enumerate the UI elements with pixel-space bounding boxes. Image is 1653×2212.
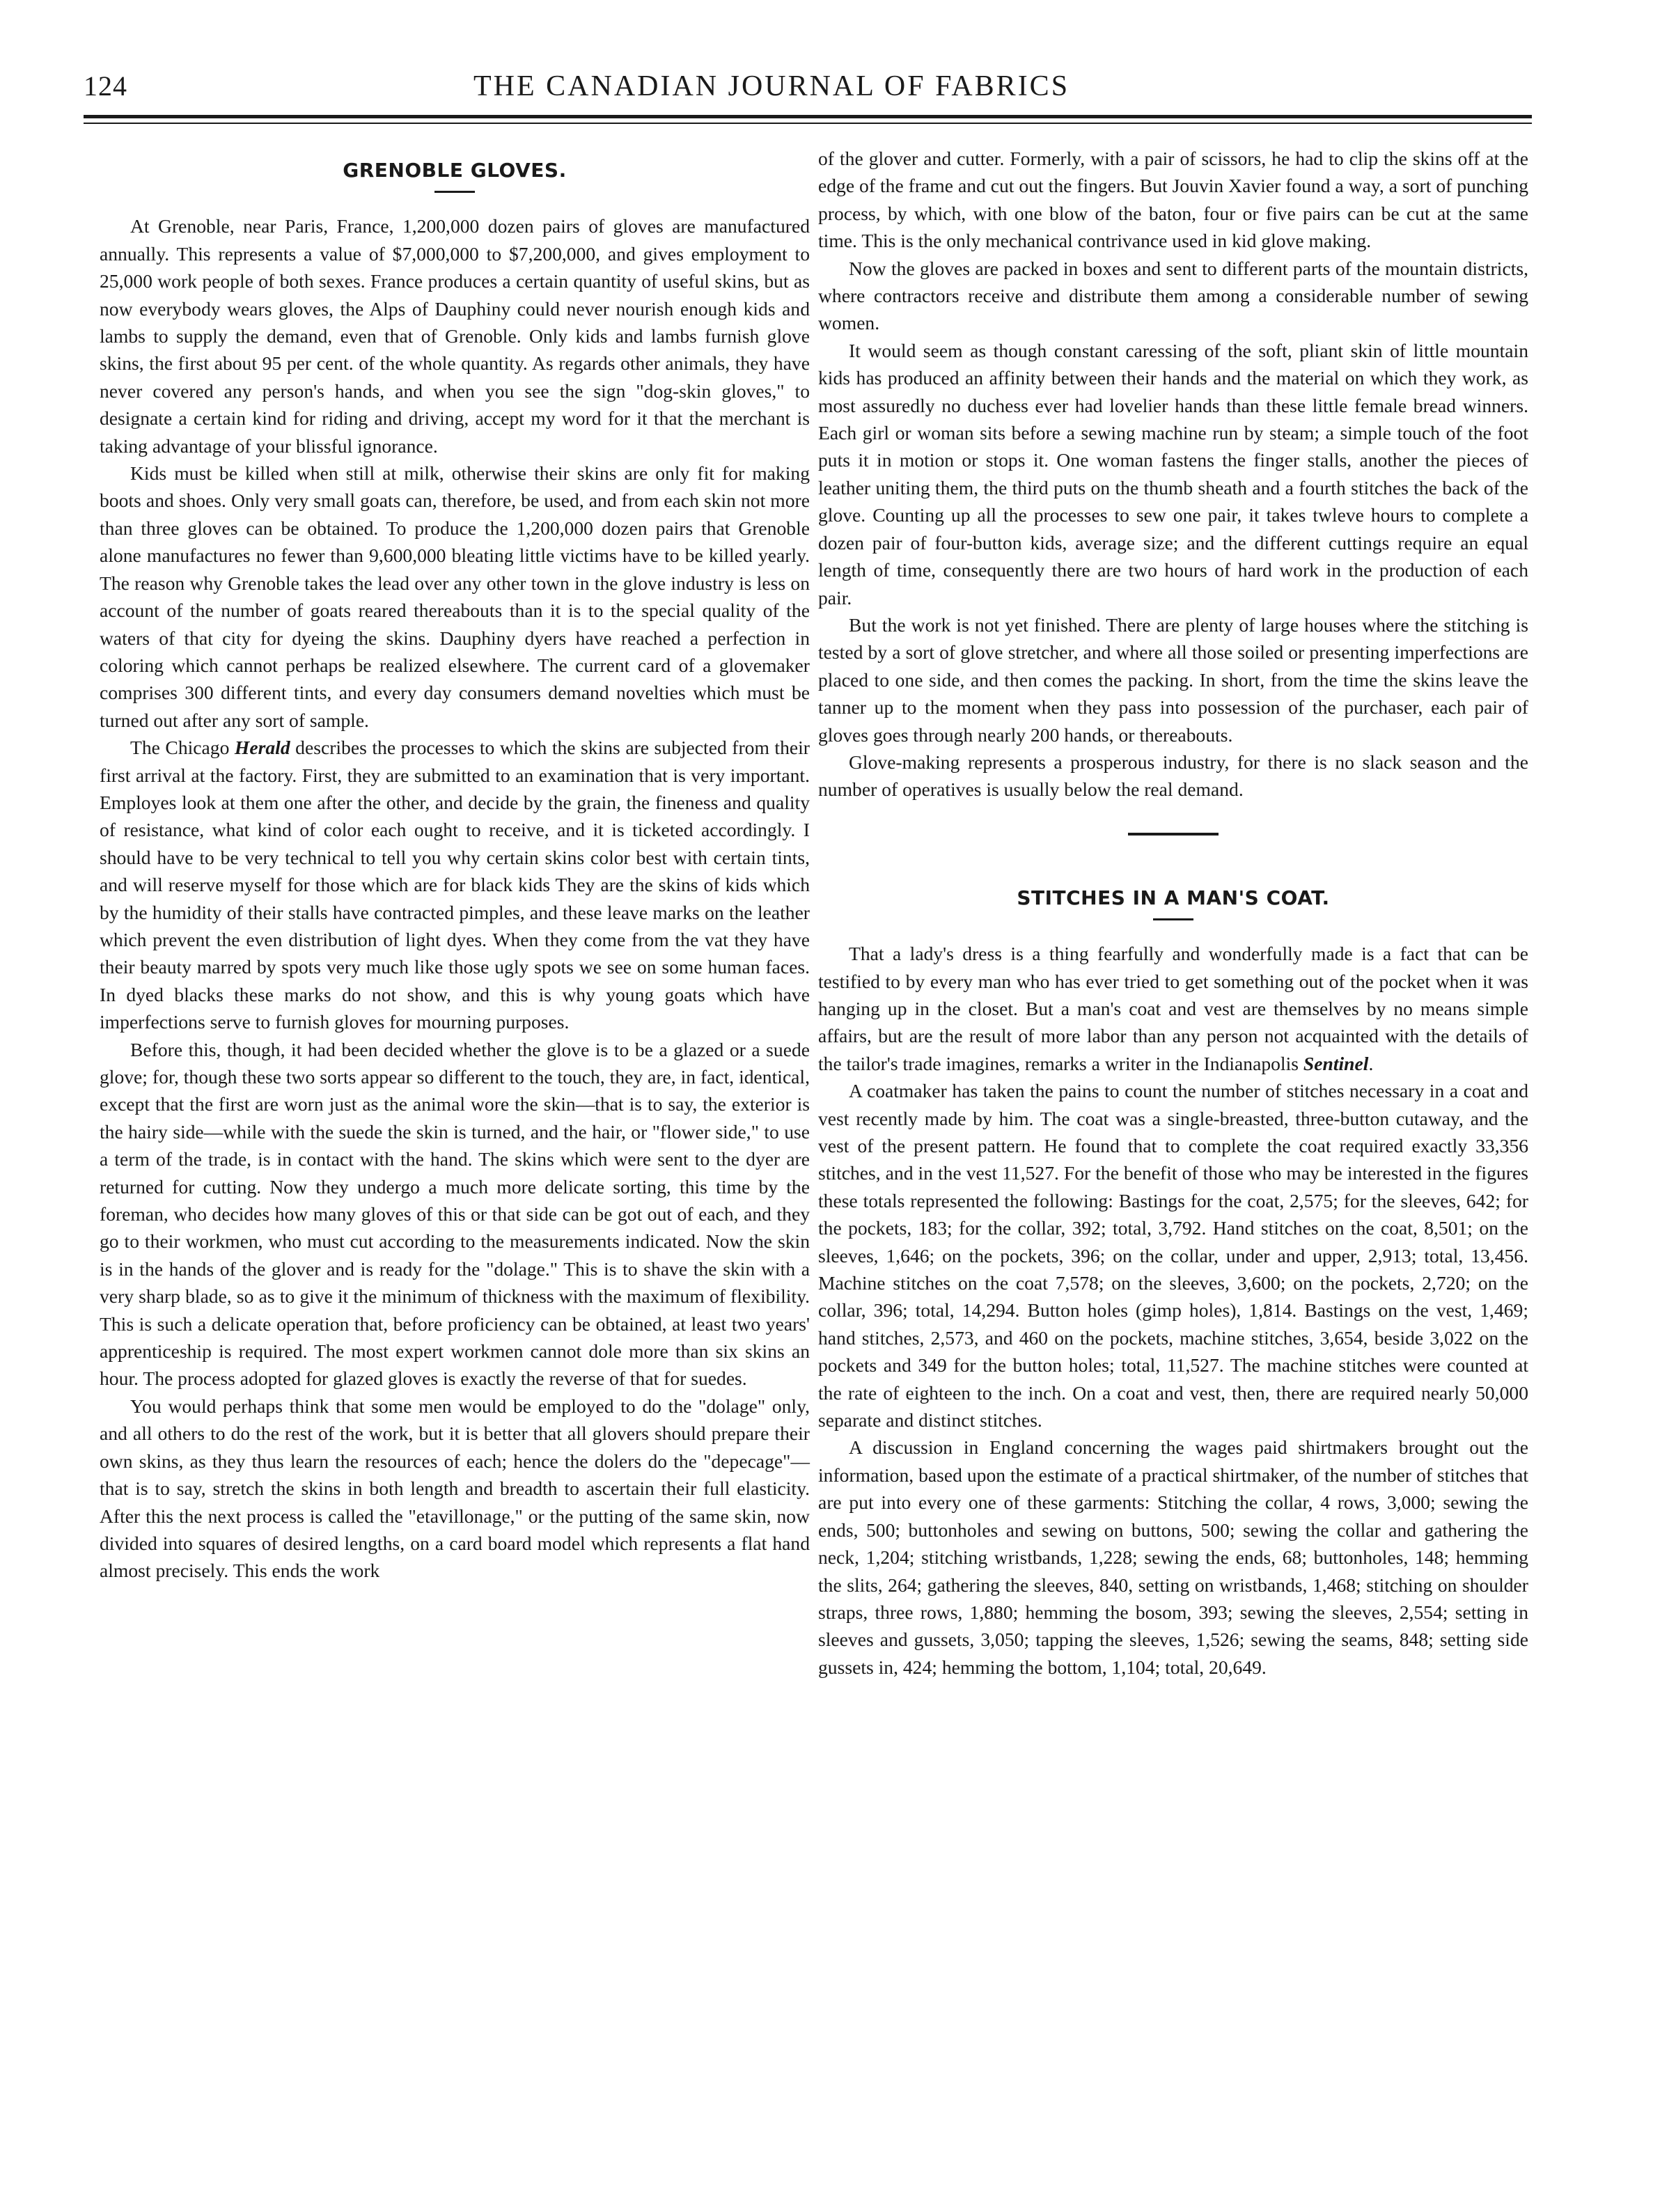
publication-name: Sentinel [1303,1052,1369,1074]
paragraph: It would seem as though constant caressing of the soft, pliant skin of little mountain kids has produced an affinity between their hands and the material on which they work, as most assuredly no duchess ever had lovelier hands than these little female bread winners. Each girl or woman sits before a sewing machine run by steam; a simple touch of the foot puts it in motion or stops it. One woman fastens the finger stalls, another the pieces of leather uniting them, the third puts on the thumb sheath and a fourth stitches the back of the glove. Counting up all the processes to sew one pair, it takes twleve hours to complete a dozen pair of four-button kids, average size; and the different cuttings require an equal length of time, consequently there are two hours of hard work in the production of each pair. [818,339,1528,609]
right-column [818,145,1528,1681]
title-dash [434,191,475,193]
paragraph: Before this, though, it had been decided whether the glove is to be a glazed or a suede glove; for, though these two sorts appear so different to the touch, they are, in fact, identical, except that the first are worn just as the animal wore the skin—that is to say, the exterior is the hairy side—while with the suede the skin is turned, and the hair, or "flower side," to use a term of the trade, is in contact with the hand. The skins which were sent to the dyer are returned for cutting. Now they undergo a much more delicate sorting, this time by the foreman, who decides how many gloves of this or that side can be got out of each, and they go to their workmen, who must cut according to the measurements indicated. Now the skin is in the hands of the glover and is ready for the "dolage." This is to shave the skin with a very sharp blade, so as to give it the minimum of thickness with the maximum of flexibility. This is such a delicate operation that, before proficiency can be obtained, at least two years' apprenticeship is required. The most expert workmen cannot dole more than six skins an hour. The process adopted for glazed gloves is exactly the reverse of that for suedes. [100,1038,810,1390]
text-run: That a lady's dress is a thing fearfully and wonderfully made is a fact that can be testified to by every man who has ever tried to get something out of the pocket when it was hanging up in the closet. But a man's coat and vest are themselves by no means simple affairs, but are the result of more labor than any person not acquainted with the details of the tailor's trade imagines, remarks a writer in the Indianapolis [818,943,1528,1074]
paragraph: Now the gloves are packed in boxes and sent to different parts of the mountain districts, where contractors receive and distribute them among a considerable number of sewing women. [818,257,1528,334]
publication-name: Herald [234,737,290,759]
paragraph-continued: of the glover and cutter. Formerly, with a pair of scissors, he had to clip the skins off at the edge of the frame and cut out the fingers. But Jouvin Xavier found a way, a sort of punching process, by which, with one blow of the baton, four or five pairs can be cut at the same time. This is the only mechanical contrivance used in kid glove making. [818,148,1528,252]
paragraph: Glove-making represents a prosperous industry, for there is no slack season and the number of operatives is usually below the real demand. [818,751,1528,801]
left-column [100,150,810,1585]
paragraph: You would perhaps think that some men would be employed to do the "dolage" only, and all others to do the rest of the work, but it is better that all glovers should prepare their own skins, as they thus learn the resources of each; hence the dolers do the "depecage"—that is to say, stretch the skins in both length and breadth to ascertain their full elasticity. After this the next process is called the "etavillonage," or the putting of the same skin, now divided into squares of desired lengths, on a card board model which represents a flat hand almost precisely. This ends the work [100,1395,810,1582]
article-title-stitches: STITCHES IN A MAN'S COAT. [1017,886,1330,909]
paragraph: A discussion in England concerning the wages paid shirtmakers brought out the information, based upon the estimate of a practical shirtmaker, of the number of stitches that are put into every one of these garments: Stitching the collar, 4 rows, 3,000; sewing the ends, 500; buttonholes and sewing on buttons, 500; sewing the collar and gathering the neck, 1,204; stitching wristbands, 1,228; sewing the ends, 68; buttonholes, 148; hemming the slits, 264; gathering the sleeves, 840, setting on wristbands, 1,468; stitching on shoulder straps, three rows, 1,880; hemming the bosom, 393; sewing the sleeves, 2,554; setting in sleeves and gussets, 3,050; tapping the sleeves, 1,526; sewing the seams, 848; setting side gussets in, 424; hemming the bottom, 1,104; total, 20,649. [818,1436,1528,1678]
page-number: 124 [84,70,127,102]
text-run: describes the processes to which the skins are subjected from their first arrival at the factory. First, they are submitted to an examination that is very important. Employes look at them one after the other, and decide by the grain, the fineness and quality of resistance, what kind of color each ought to receive, and it is ticketed accordingly. I should have to be very technical to tell you why certain skins color best with certain tints, and will reserve myself for those which are for black kids They are the skins of kids which by the humidity of their stalls have contracted pimples, and these leave marks on the leather which prevent the even distribution of light dyes. When they come from the vat they have their beauty marred by spots very much like those ugly spots we see on some human faces. In dyed blacks these marks do not show, and this is why young goats which have imperfections serve to furnish gloves for mourning purposes. [100,737,810,1033]
page-header [84,70,1532,111]
paragraph: Kids must be killed when still at milk, otherwise their skins are only fit for making boots and shoes. Only very small goats can, therefore, be used, and from each skin not more than three gloves can be obtained. To produce the 1,200,000 dozen pairs that Grenoble alone manufactures no fewer than 9,600,000 bleating little victims have to be killed yearly. The reason why Grenoble takes the lead over any other town in the glove industry is less on account of the number of goats reared thereabouts than it is to the special quality of the waters of that city for dyeing the skins. Dauphiny dyers have reached a perfection in coloring which cannot perhaps be realized elsewhere. The current card of a glovemaker comprises 300 different tints, and every day consumers demand novelties which must be turned out after any sort of sample. [100,462,810,731]
header-rule-thick [84,115,1532,118]
title-dash [1153,918,1193,920]
paragraph: At Grenoble, near Paris, France, 1,200,000 dozen pairs of gloves are manufactured annually. This represents a value of $7,000,000 to $7,200,000, and gives employment to 25,000 work people of both sexes. France produces a certain quantity of useful skins, but as now everybody wears gloves, the Alps of Dauphiny could never nourish enough kids and lambs to supply the demand, even that of Grenoble. Only kids and lambs furnish glove skins, the first about 95 per cent. of the whole quantity. As regards other animals, they have never covered any person's hands, and when you see the sign "dog-skin gloves," to designate a certain kind for riding and driving, accept my word for it that the merchant is taking advantage of your blissful ignorance. [100,215,810,457]
paragraph: But the work is not yet finished. There are plenty of large houses where the stitching is tested by a sort of glove stretcher, and where all those soiled or presenting imperfections are placed to one side, and then comes the packing. In short, from the time the skins leave the tanner up to the moment when they pass into possession of the purchaser, each pair of gloves goes through nearly 200 hands, or thereabouts. [818,613,1528,746]
text-run: . [1368,1052,1374,1074]
article-title-grenoble-gloves: GRENOBLE GLOVES. [343,159,567,182]
text-run: The Chicago [130,737,235,759]
paragraph [818,940,1528,1077]
journal-title: THE CANADIAN JOURNAL OF FABRICS [473,70,1070,102]
paragraph: A coatmaker has taken the pains to count the number of stitches necessary in a coat and vest recently made by him. The coat was a single-breasted, three-button cutaway, and the vest of the present pattern. He found that to complete the coat required exactly 33,356 stitches, and in the vest 11,527. For the benefit of those who may be interested in the figures these totals represented the following: Bastings for the coat, 2,575; for the sleeves, 642; for the pockets, 183; for the collar, 392; total, 3,792. Hand stitches on the coat, 8,501; on the sleeves, 1,646; on the pockets, 396; on the collar, under and upper, 2,913; total, 13,456. Machine stitches on the coat 7,578; on the sleeves, 3,600; on the pockets, 2,720; on the collar, 396; total, 14,294. Button holes (gimp holes), 1,814. Bastings on the vest, 1,469; hand stitches, 2,573, and 460 on the pockets, machine stitches, 3,654, beside 3,022 on the pockets and 349 for the button holes; total, 11,527. The machine stitches were counted at the rate of eighteen to the inch. On a coat and vest, then, there are required nearly 50,000 separate and distinct stitches. [818,1080,1528,1431]
section-divider [1128,833,1219,836]
paragraph [100,734,810,1035]
header-rule-thin [84,123,1532,124]
